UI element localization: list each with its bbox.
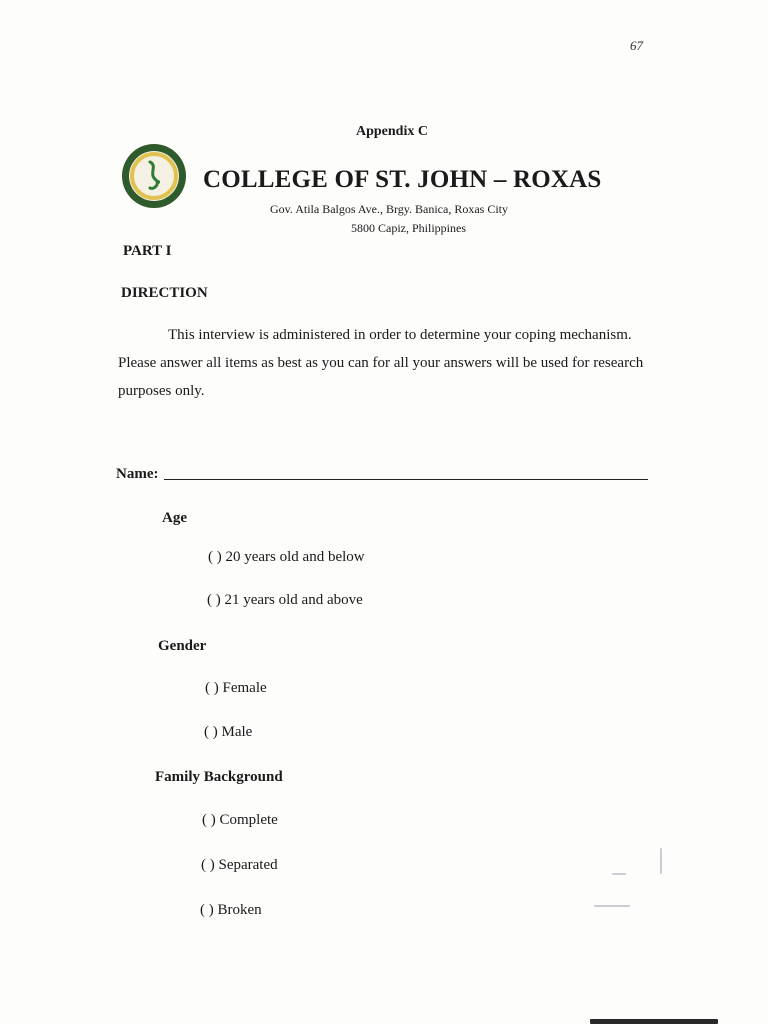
direction-text-line: Please answer all items as best as you can for all your answers will be used for research bbox=[118, 355, 644, 371]
age-option[interactable]: ( ) 20 years old and below bbox=[208, 549, 365, 565]
college-address-line2: 5800 Capiz, Philippines bbox=[351, 221, 466, 235]
age-question-label: Age bbox=[162, 510, 187, 526]
scan-artifact bbox=[660, 848, 662, 874]
appendix-title: Appendix C bbox=[356, 124, 428, 139]
scan-artifact bbox=[612, 873, 626, 875]
family-option[interactable]: ( ) Complete bbox=[202, 812, 278, 828]
family-option[interactable]: ( ) Broken bbox=[200, 902, 262, 918]
college-address-line1: Gov. Atila Balgos Ave., Brgy. Banica, Roxas City bbox=[270, 202, 508, 216]
page-number: 67 bbox=[630, 38, 643, 53]
name-blank-line[interactable] bbox=[164, 479, 648, 480]
scan-artifact bbox=[594, 905, 630, 907]
college-name: COLLEGE OF ST. JOHN – ROXAS bbox=[203, 166, 602, 193]
gender-question-label: Gender bbox=[158, 638, 207, 654]
family-option[interactable]: ( ) Separated bbox=[201, 857, 278, 873]
gender-option[interactable]: ( ) Female bbox=[205, 680, 267, 696]
direction-heading: DIRECTION bbox=[121, 285, 208, 301]
direction-text-line: purposes only. bbox=[118, 383, 205, 399]
name-field-row bbox=[116, 466, 648, 483]
scan-artifact bbox=[590, 1019, 718, 1024]
name-label: Name: bbox=[116, 466, 159, 482]
part-heading: PART I bbox=[123, 243, 172, 259]
gender-option[interactable]: ( ) Male bbox=[204, 724, 253, 740]
direction-text-line: This interview is administered in order to determine your coping mechanism. bbox=[168, 327, 632, 343]
family-question-label: Family Background bbox=[155, 769, 283, 785]
age-option[interactable]: ( ) 21 years old and above bbox=[207, 592, 363, 608]
college-seal-icon bbox=[120, 142, 188, 210]
